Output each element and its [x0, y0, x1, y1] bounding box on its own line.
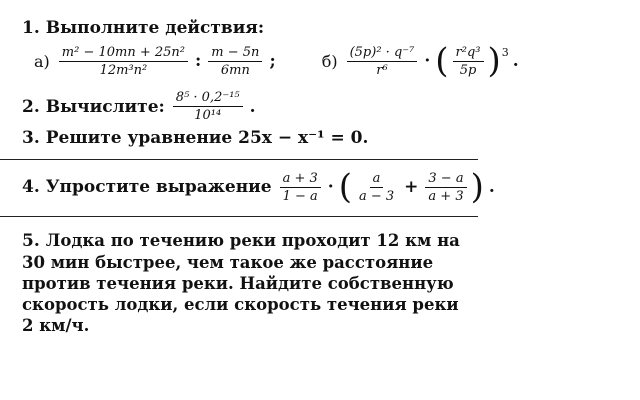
operator: · [424, 51, 431, 71]
numerator: r²q³ [453, 45, 484, 62]
task-number: 5. [22, 231, 40, 251]
task-title: Выполните действия: [45, 18, 265, 38]
task-title: Упростите выражение [45, 177, 272, 197]
divider [0, 159, 478, 160]
fraction [173, 90, 243, 123]
left-paren: ( [338, 167, 352, 207]
fraction [59, 45, 188, 78]
fraction [425, 171, 466, 204]
denominator: r⁶ [376, 62, 388, 78]
punctuation: ; [269, 51, 276, 71]
task-number: 1. [22, 18, 40, 38]
exponent: 3 [501, 46, 509, 59]
subtask-b-label: б) [321, 51, 338, 71]
subtask-a-label: а) [34, 51, 50, 71]
numerator: a + 3 [280, 171, 321, 188]
operator: : [195, 51, 202, 71]
task-4 [22, 167, 499, 207]
right-paren: ) [470, 167, 484, 207]
task-title: Вычислите: [45, 96, 165, 117]
task-text: Лодка по течению реки проходит 12 км на 30 мин быстрее, чем такое же расстояние против течения реки. Найдите собственную скорость лодки, если скорость течения реки 2 км/ч. [22, 231, 460, 335]
operator: · [327, 177, 334, 197]
task-3 [22, 128, 368, 148]
punctuation: . [249, 96, 256, 117]
numerator: m − 5n [208, 45, 262, 62]
task-2 [22, 90, 260, 123]
denominator: a − 3 [358, 188, 395, 204]
numerator: 8⁵ · 0,2⁻¹⁵ [173, 90, 243, 107]
denominator: 12m³n² [99, 62, 148, 78]
numerator: m² − 10mn + 25n² [59, 45, 188, 62]
task-5 [22, 230, 474, 336]
task-title: Решите уравнение 25x − x⁻¹ = 0. [45, 128, 369, 148]
denominator: a + 3 [428, 188, 464, 204]
task-number: 3. [22, 128, 40, 148]
denominator: 1 − a [282, 188, 318, 204]
task-number: 2. [22, 96, 40, 117]
task-number: 4. [22, 177, 40, 197]
fraction [347, 45, 418, 78]
numerator: (5p)² · q⁻⁷ [347, 45, 418, 62]
task-1-expressions [34, 41, 523, 81]
operator: + [404, 177, 419, 197]
fraction [356, 171, 397, 204]
denominator: 10¹⁴ [194, 108, 222, 123]
right-paren: ) [487, 41, 501, 81]
punctuation: . [488, 177, 495, 197]
denominator: 6mn [220, 62, 250, 78]
denominator: 5p [459, 62, 477, 78]
fraction [208, 45, 262, 78]
punctuation: . [512, 51, 519, 71]
numerator: 3 − a [425, 171, 466, 188]
numerator: a [370, 171, 384, 188]
fraction [280, 171, 321, 204]
left-paren: ( [435, 41, 449, 81]
divider [0, 216, 478, 217]
task-1-header [22, 18, 264, 38]
fraction [453, 45, 484, 78]
